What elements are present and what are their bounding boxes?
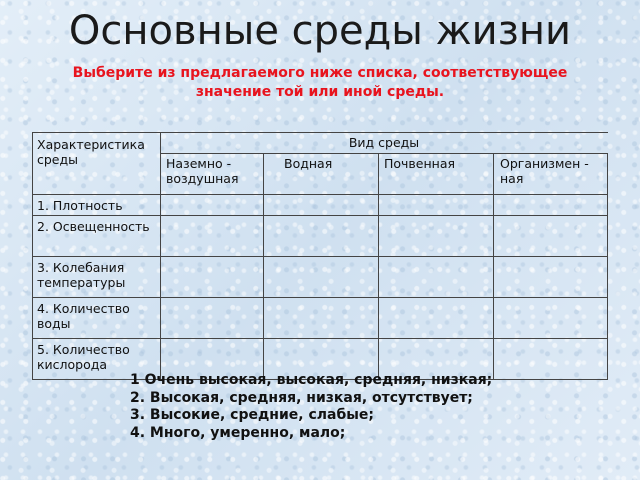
table-line [32,338,608,339]
column-header-land-air: Наземно - воздушная [166,156,239,186]
row-label-illumination: 2. Освещенность [37,219,150,234]
instruction-text: Выберите из предлагаемого ниже списка, соответствующее значение той или иной среды. [72,65,568,100]
table-line [160,153,608,154]
table-line [263,153,264,380]
group-header-cell: Вид среды [348,135,420,150]
table-line [32,194,608,195]
answer-option: 1 Очень высокая, высокая, средняя, низкая; [130,372,493,388]
table-line [607,153,608,380]
page-title: Основные среды жизни [68,8,572,54]
table-line [378,153,379,380]
row-label-water: 4. Количество воды [37,301,130,331]
row-header-cell: Характеристика среды [37,137,145,167]
answer-options [130,372,530,442]
table-line [32,215,608,216]
row-label-oxygen: 5. Количество кислорода [37,342,130,372]
column-header-organism: Организмен - ная [500,156,589,186]
column-header-soil: Почвенная [384,156,456,171]
table-line [32,297,608,298]
row-label-density: 1. Плотность [37,198,123,213]
column-header-water: Водная [284,156,333,171]
answer-option: 4. Много, умеренно, мало; [130,424,346,441]
table-line [160,132,608,133]
answer-option: 2. Высокая, средняя, низкая, отсутствует; [130,389,473,406]
row-label-temperature: 3. Колебания температуры [37,260,126,290]
table-line [32,132,33,380]
environment-table [32,132,608,380]
table-line [160,132,161,380]
table-line [32,256,608,257]
table-line [32,132,160,133]
table-line [493,153,494,380]
answer-option: 3. Высокие, средние, слабые; [130,407,375,423]
